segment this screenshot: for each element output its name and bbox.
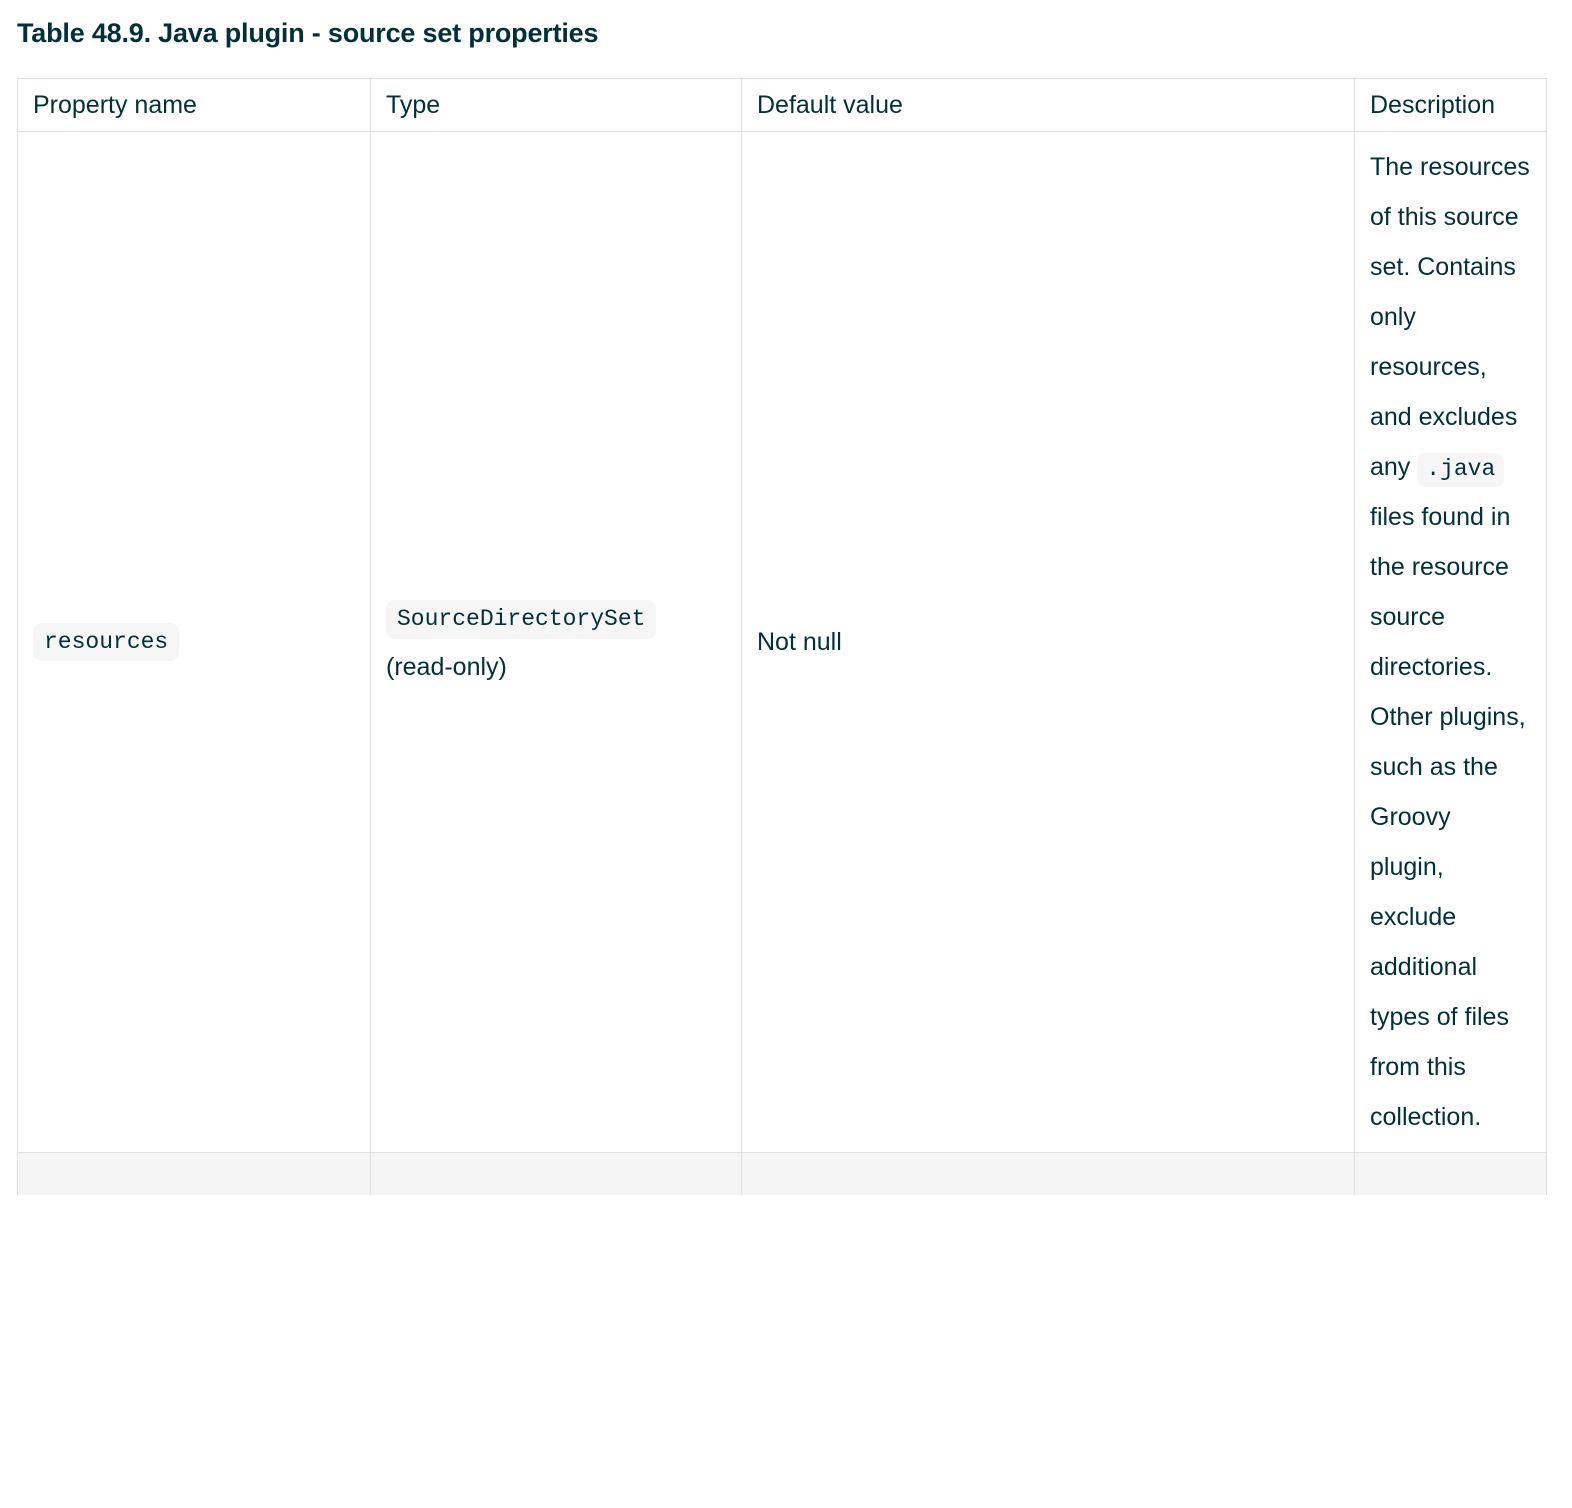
table-caption: Table 48.9. Java plugin - source set properties bbox=[17, 18, 599, 48]
column-header-default-value: Default value bbox=[742, 79, 1355, 132]
type-code: SourceDirectorySet bbox=[386, 600, 656, 639]
source-set-properties-table bbox=[17, 78, 1547, 1195]
cell-type bbox=[371, 132, 742, 1153]
property-name-code: resources bbox=[33, 623, 179, 662]
type-read-only-note: (read-only) bbox=[386, 653, 507, 682]
partial-cell bbox=[742, 1153, 1355, 1195]
cell-default-value: Not null bbox=[742, 132, 1355, 1153]
description-text: The resources of this source set. Contains only resources, and excludes any bbox=[1370, 153, 1530, 482]
partial-cell bbox=[18, 1153, 371, 1195]
table-row-resources bbox=[18, 132, 1547, 1153]
cell-description bbox=[1355, 132, 1547, 1153]
inline-code: .java bbox=[1417, 453, 1504, 487]
cell-property-name bbox=[18, 132, 371, 1153]
partial-cell bbox=[1355, 1153, 1547, 1195]
header-row bbox=[18, 79, 1547, 132]
column-header-property-name: Property name bbox=[18, 79, 371, 132]
column-header-type: Type bbox=[371, 79, 742, 132]
description-text: files found in the resource source directories. Other plugins, such as the Groovy plugin, exclude additional types of files from this collection. bbox=[1370, 503, 1526, 1132]
table-row-partial bbox=[18, 1153, 1547, 1195]
column-header-description: Description bbox=[1355, 79, 1547, 132]
partial-cell bbox=[371, 1153, 742, 1195]
